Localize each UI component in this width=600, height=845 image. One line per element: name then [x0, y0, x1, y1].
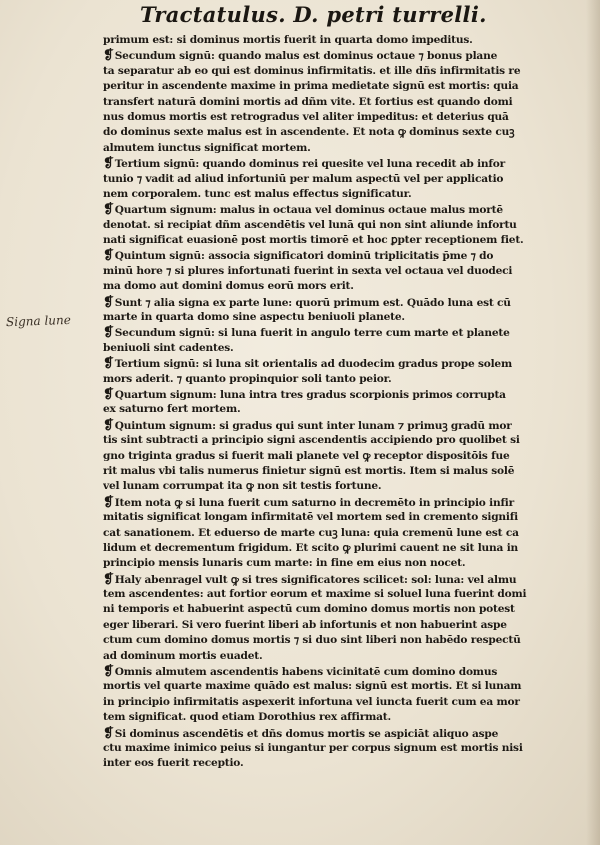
text-line: [103, 248, 583, 263]
pilcrow-icon: ❡: [103, 202, 114, 218]
line-text: cat sanationem. Et eduerso de marte cuꝫ luna: quia cremenū lune est ca: [103, 526, 519, 539]
text-line: [103, 341, 583, 356]
text-line: [103, 310, 583, 325]
text-line: [103, 387, 583, 402]
text-line: [103, 295, 583, 310]
line-text: ma domo aut domini domus eorū mors erit.: [103, 280, 354, 293]
text-line: [103, 664, 583, 679]
line-text: Sunt ⁊ alia signa ex parte lune: quorū primum est. Quādo luna est cū: [114, 296, 511, 309]
line-text: vel lunam corrumpat ita ꝙ non sit testis fortune.: [103, 480, 382, 493]
text-line: [103, 679, 583, 694]
line-text: gno triginta gradus si fuerit mali planete vel ꝙ receptor dispositōis fue: [103, 449, 510, 462]
line-text: mitatis significat longam infirmitatē vel mortem sed in cremento signifi: [103, 511, 518, 524]
text-line: [103, 356, 583, 371]
line-text: ctum cum domino domus mortis ⁊ si duo sint liberi non habēdo respectū: [103, 634, 521, 647]
text-line: [103, 172, 583, 187]
line-text: transfert naturā domini mortis ad dñm vite. Et fortius est quando domi: [103, 95, 513, 108]
line-text: principio mensis lunaris cum marte: in fine em eius non nocet.: [103, 557, 466, 570]
text-line: [103, 218, 583, 233]
line-text: denotat. si recipiat dñm ascendētis vel lunā qui non sint aliunde infortu: [103, 218, 517, 231]
running-head: Tractatulus. D. petri turrelli.: [140, 2, 487, 27]
pilcrow-icon: ❡: [103, 571, 114, 587]
text-line: [103, 449, 583, 464]
text-line: [103, 526, 583, 541]
text-line: [103, 495, 583, 510]
text-line: [103, 64, 583, 79]
text-line: [103, 556, 583, 571]
line-text: mors aderit. ⁊ quanto propinquior soli tanto peior.: [103, 372, 392, 385]
text-line: [103, 202, 583, 217]
text-line: [103, 372, 583, 387]
line-text: nem corporalem. tunc est malus effectus significatur.: [103, 187, 412, 200]
line-text: lidum et decrementum frigidum. Et scito ꝙ plurimi cauent ne sit luna in: [103, 541, 519, 554]
text-line: [103, 587, 583, 602]
line-text: Quartum signum: luna intra tres gradus scorpionis primos corrupta: [114, 388, 506, 401]
pilcrow-icon: ❡: [103, 325, 114, 341]
pilcrow-icon: ❡: [103, 156, 114, 172]
text-line: [103, 633, 583, 648]
line-text: ctu maxime inimico peius si iungantur per corpus signum est mortis nisi: [103, 741, 523, 754]
text-line: [103, 79, 583, 94]
text-line: [103, 572, 583, 587]
line-text: almutem iunctus significat mortem.: [103, 141, 311, 154]
line-text: tem significat. quod etiam Dorothius rex affirmat.: [103, 711, 391, 724]
text-line: [103, 95, 583, 110]
line-text: rit malus vbi talis numerus finietur signū est mortis. Item si malus solē: [103, 464, 515, 477]
pilcrow-icon: ❡: [103, 248, 114, 264]
text-line: [103, 510, 583, 525]
text-line: [103, 602, 583, 617]
pilcrow-icon: ❡: [103, 725, 114, 741]
pilcrow-icon: ❡: [103, 417, 114, 433]
pilcrow-icon: ❡: [103, 48, 114, 64]
line-text: Item nota ꝙ si luna fuerit cum saturno in decremēto in principio infir: [114, 496, 515, 509]
line-text: Tertium signū: si luna sit orientalis ad duodecim gradus prope solem: [114, 358, 512, 371]
line-text: minū hore ⁊ si plures infortunati fuerint in sexta vel octaua vel duodeci: [103, 264, 513, 277]
line-text: ta separatur ab eo qui est dominus infirmitatis. et ille dñs infirmitatis re: [103, 64, 521, 77]
line-text: Omnis almutem ascendentis habens vicinitatē cum domino domus: [114, 666, 498, 679]
line-text: Secundum signū: quando malus est dominus octaue ⁊ bonus plane: [114, 50, 498, 63]
text-line: [103, 264, 583, 279]
text-line: [103, 33, 583, 48]
text-line: [103, 741, 583, 756]
text-column: [103, 33, 583, 772]
text-line: [103, 618, 583, 633]
text-line: [103, 110, 583, 125]
line-text: Tertium signū: quando dominus rei quesite vel luna recedit ab infor: [114, 158, 506, 171]
line-text: nati significat euasionē post mortis timorē et hoc ꝑpter receptionem fiet.: [103, 234, 524, 247]
text-line: [103, 125, 583, 140]
line-text: Quartum signum: malus in octaua vel dominus octaue malus mortē: [114, 204, 503, 217]
line-text: nus domus mortis est retrogradus vel aliter impeditus: et deterius quā: [103, 110, 509, 123]
text-line: [103, 756, 583, 771]
line-text: in principio infirmitatis aspexerit infortuna vel iuncta fuerit cum ea mor: [103, 695, 520, 708]
pilcrow-icon: ❡: [103, 294, 114, 310]
line-text: do dominus sexte malus est in ascendente. Et nota ꝙ dominus sexte cuꝫ: [103, 126, 515, 139]
line-text: Secundum signū: si luna fuerit in angulo terre cum marte et planete: [114, 327, 510, 340]
pilcrow-icon: ❡: [103, 664, 114, 680]
text-line: [103, 279, 583, 294]
line-text: ad dominum mortis euadet.: [103, 649, 263, 662]
page-edge-shadow: [586, 0, 600, 845]
text-line: [103, 141, 583, 156]
text-line: [103, 48, 583, 63]
line-text: marte in quarta domo sine aspectu beniuoli planete.: [103, 311, 405, 324]
text-line: [103, 695, 583, 710]
line-text: Quintum signū: associa significatori dominū triplicitatis p̄me ⁊ do: [114, 250, 494, 263]
text-line: [103, 649, 583, 664]
line-text: tem ascendentes: aut fortior eorum et maxime si soluel luna fuerint domi: [103, 588, 527, 601]
line-text: ex saturno fert mortem.: [103, 403, 241, 416]
pilcrow-icon: ❡: [103, 494, 114, 510]
text-line: [103, 418, 583, 433]
line-text: beniuoli sint cadentes.: [103, 341, 234, 354]
text-line: [103, 541, 583, 556]
line-text: inter eos fuerit receptio.: [103, 757, 244, 770]
text-line: [103, 433, 583, 448]
line-text: primum est: si dominus mortis fuerit in quarta domo impeditus.: [103, 34, 473, 46]
text-line: [103, 325, 583, 340]
pilcrow-icon: ❡: [103, 386, 114, 402]
text-line: [103, 187, 583, 202]
line-text: Quintum signum: si gradus qui sunt inter lunam ⁊ primuꝫ gradū mor: [114, 419, 512, 432]
line-text: Si dominus ascendētis et dñs domus mortis se aspiciāt aliquo aspe: [114, 727, 499, 740]
line-text: eger liberari. Si vero fuerint liberi ab infortunis et non habuerint aspe: [103, 618, 507, 631]
pilcrow-icon: ❡: [103, 356, 114, 372]
text-line: [103, 402, 583, 417]
text-line: [103, 464, 583, 479]
text-line: [103, 233, 583, 248]
text-line: [103, 479, 583, 494]
line-text: ni temporis et habuerint aspectū cum domino domus mortis non potest: [103, 603, 515, 616]
text-line: [103, 726, 583, 741]
text-line: [103, 710, 583, 725]
line-text: peritur in ascendente maxime in prima medietate signū est mortis: quia: [103, 80, 519, 93]
marginal-note: Signa lune: [5, 312, 72, 330]
line-text: mortis vel quarte maxime quādo est malus: signū est mortis. Et si lunam: [103, 680, 522, 693]
line-text: tis sint subtracti a principio signi ascendentis accipiendo pro quolibet si: [103, 434, 520, 447]
line-text: tunio ⁊ vadit ad aliud infortuniū per malum aspectū vel per applicatio: [103, 172, 504, 185]
line-text: Haly abenragel vult ꝙ si tres significatores scilicet: sol: luna: vel almu: [114, 573, 517, 586]
text-line: [103, 156, 583, 171]
